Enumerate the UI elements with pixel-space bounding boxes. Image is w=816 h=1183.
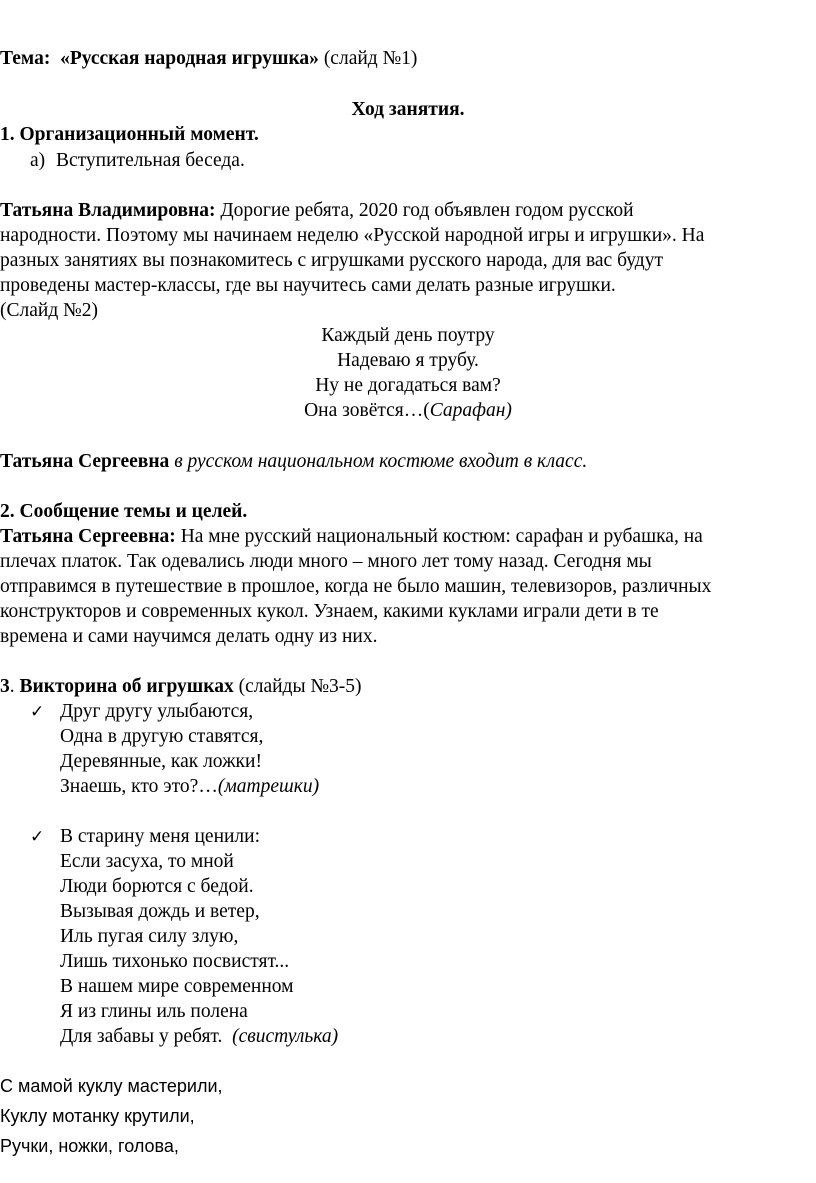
quiz2-line-5: Иль пугая силу злую, xyxy=(60,926,239,947)
section3-title-line xyxy=(0,674,362,699)
topic-label: Тема: xyxy=(0,48,51,69)
topic-title: «Русская народная игрушка» xyxy=(60,48,319,69)
section1-title: 1. Организационный момент. xyxy=(0,124,259,145)
quiz2-line-2: Если засуха, то мной xyxy=(60,851,234,872)
section2-speaker: Татьяна Сергеевна: xyxy=(0,526,176,547)
quiz2-text-1: В старину меня ценили: xyxy=(60,826,261,847)
quiz2-line-8: Я из глины иль полена xyxy=(60,1001,248,1022)
intro-line-1 xyxy=(0,198,634,223)
lesson-heading: Ход занятия. xyxy=(351,99,465,120)
check-icon: ✓ xyxy=(30,702,45,722)
section2-line-3: отправимся в путешествие в прошлое, когда не было машин, телевизоров, различных xyxy=(0,576,712,597)
quiz3-line-1: С мамой куклу мастерили, xyxy=(0,1076,223,1096)
quiz3-line-3: Ручки, ножки, голова, xyxy=(0,1136,179,1156)
section1-sub-marker: а) xyxy=(30,150,46,171)
quiz1-text-1: Друг другу улыбаются, xyxy=(60,701,254,722)
riddle1-line-4-text: Она зовётся…( xyxy=(304,400,430,421)
quiz3-line-2: Куклу мотанку крутили, xyxy=(0,1106,195,1126)
quiz2-line-3: Люди борются с бедой. xyxy=(60,876,254,897)
riddle1-line-1: Каждый день поутру xyxy=(321,325,495,346)
quiz1-answer: (матрешки) xyxy=(217,776,320,797)
section2-line-5: времена и сами научимся делать одну из них. xyxy=(0,626,378,647)
section2-line-2: плечах платок. Так одевались люди много – много лет тому назад. Сегодня мы xyxy=(0,551,652,572)
intro-speaker: Татьяна Владимировна: xyxy=(0,200,216,221)
riddle1-line-2: Надеваю я трубу. xyxy=(337,350,479,371)
topic-line xyxy=(0,46,417,71)
section3-dot: . xyxy=(9,676,15,697)
quiz2-line-1 xyxy=(30,824,260,850)
section2-text-1: На мне русский национальный костюм: сарафан и рубашка, на xyxy=(180,526,703,547)
intro-line-4: проведены мастер-классы, где вы научитесь сами делать разные игрушки. xyxy=(0,275,616,296)
section3-title: Викторина об игрушках xyxy=(19,676,234,697)
quiz2-line-7: В нашем мире современном xyxy=(60,976,294,997)
entrance-line xyxy=(0,449,587,474)
intro-text-1: Дорогие ребята, 2020 год объявлен годом русской xyxy=(220,200,634,221)
section2-line-4: конструкторов и современных кукол. Узнаем, какими куклами играли дети в те xyxy=(0,601,659,622)
quiz1-line-3: Деревянные, как ложки! xyxy=(60,751,262,772)
quiz1-line-2: Одна в другую ставятся, xyxy=(60,726,264,747)
section3-slides: (слайды №3-5) xyxy=(238,676,362,697)
section1-sub-text: Вступительная беседа. xyxy=(56,150,245,171)
section2-line-1 xyxy=(0,524,703,549)
quiz2-answer: (свистулька) xyxy=(232,1026,339,1047)
quiz1-line-1 xyxy=(30,699,253,725)
entrance-action: в русском национальном костюме входит в класс. xyxy=(174,451,588,472)
intro-line-2: народности. Поэтому мы начинаем неделю «Русской народной игры и игрушки». На xyxy=(0,225,705,246)
entrance-speaker: Татьяна Сергеевна xyxy=(0,451,170,472)
riddle1-line-4 xyxy=(0,398,816,423)
intro-line-3: разных занятиях вы познакомитесь с игрушками русского народа, для вас будут xyxy=(0,250,663,271)
section1-subitem xyxy=(30,148,245,173)
riddle1-answer: Сарафан) xyxy=(429,400,512,421)
quiz2-line-9 xyxy=(60,1024,338,1049)
section3-number: 3 xyxy=(0,676,10,697)
check-icon: ✓ xyxy=(30,827,45,847)
intro-slide-ref: (Слайд №2) xyxy=(0,300,98,321)
quiz2-line-4: Вызывая дождь и ветер, xyxy=(60,901,260,922)
quiz2-line-6: Лишь тихонько посвистят... xyxy=(60,951,290,972)
quiz1-line-4-text: Знаешь, кто это?… xyxy=(60,776,218,797)
riddle1-line-3: Ну не догадаться вам? xyxy=(315,375,501,396)
quiz1-line-4 xyxy=(60,774,319,799)
section2-title: 2. Сообщение темы и целей. xyxy=(0,501,248,522)
topic-slide: (слайд №1) xyxy=(323,48,418,69)
quiz2-line-9-text: Для забавы у ребят. xyxy=(60,1026,233,1047)
